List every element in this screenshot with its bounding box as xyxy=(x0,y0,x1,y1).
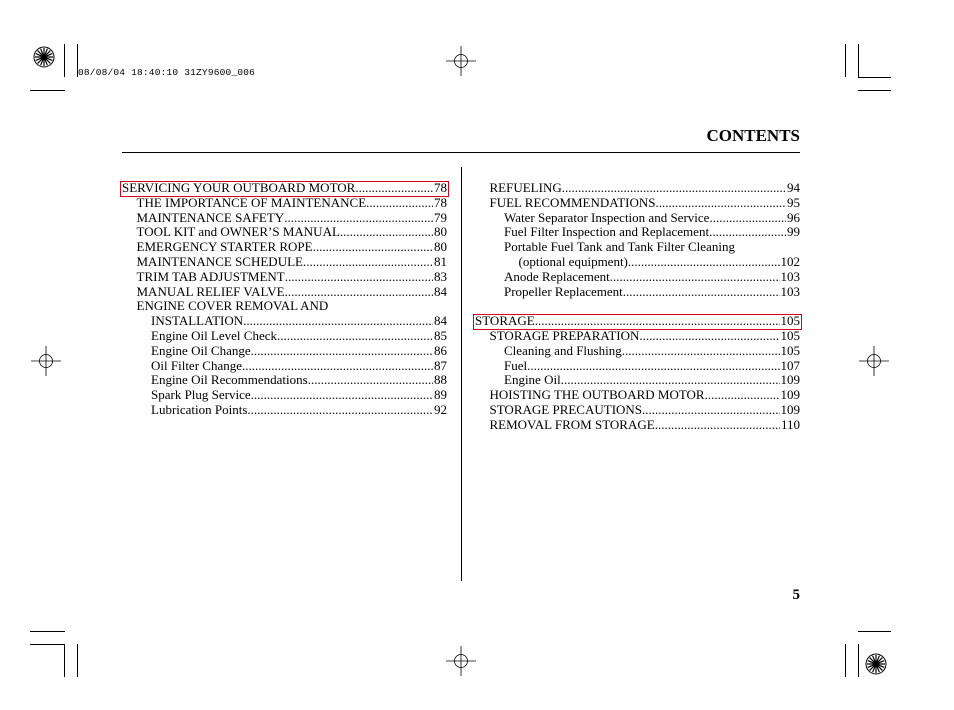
toc-entry-page xyxy=(446,299,447,314)
toc-leader-dots xyxy=(709,225,786,240)
registration-starburst-icon xyxy=(865,653,887,675)
toc-entry-page: 89 xyxy=(434,387,447,403)
toc-leader-dots xyxy=(284,211,433,226)
toc-entry-label: HOISTING THE OUTBOARD MOTOR xyxy=(489,387,705,403)
toc-entry-page: 109 xyxy=(780,372,800,388)
toc-entry[interactable] xyxy=(504,373,800,388)
toc-entry-page: 78 xyxy=(434,194,447,210)
toc-entry-page: 99 xyxy=(787,224,800,240)
toc-entry-label: THE IMPORTANCE OF MAINTENANCE xyxy=(136,194,367,210)
toc-leader-dots xyxy=(623,285,780,300)
toc-entry-page: 103 xyxy=(780,283,800,299)
toc-leader-dots xyxy=(313,240,433,255)
toc-entry[interactable] xyxy=(137,255,448,270)
toc-entry-page: 107 xyxy=(780,357,800,373)
toc-entry-label: Portable Fuel Tank and Tank Filter Cleaning xyxy=(504,239,735,255)
toc-entry-page: 87 xyxy=(434,357,447,373)
toc-entry[interactable] xyxy=(504,211,800,226)
toc-entry-page: 105 xyxy=(780,328,800,343)
toc-entry-label: Fuel xyxy=(504,357,528,373)
toc-entry-label: REMOVAL FROM STORAGE xyxy=(489,416,655,432)
toc-entry-page: 78 xyxy=(434,180,447,195)
toc-entry-page: 109 xyxy=(780,387,800,403)
toc-entry-label: (optional equipment) xyxy=(518,254,628,269)
title-rule xyxy=(122,152,800,153)
toc-entry-label: Engine Oil xyxy=(504,372,561,388)
toc-leader-dots xyxy=(622,344,780,359)
toc-leader-dots xyxy=(247,403,433,418)
toc-leader-dots xyxy=(366,196,433,211)
toc-leader-dots xyxy=(735,240,799,255)
toc-entry[interactable] xyxy=(137,285,448,300)
registration-crosshair-icon xyxy=(858,345,890,377)
registration-crosshair-icon xyxy=(445,645,477,677)
toc-leader-dots xyxy=(562,181,786,196)
toc-entry[interactable] xyxy=(490,329,801,344)
toc-entry-label: SERVICING YOUR OUTBOARD MOTOR xyxy=(122,180,356,195)
toc-entry-page: 81 xyxy=(434,254,447,269)
toc-leader-dots xyxy=(277,329,433,344)
toc-entry-label: Cleaning and Flushing xyxy=(504,342,622,358)
toc-leader-dots xyxy=(561,373,780,388)
toc-entry[interactable] xyxy=(151,373,447,388)
toc-entry-label: Propeller Replacement xyxy=(504,283,623,299)
toc-leader-dots xyxy=(251,344,433,359)
toc-entry[interactable] xyxy=(490,418,801,433)
print-stamp: 08/08/04 18:40:10 31ZY9600_006 xyxy=(78,67,256,78)
registration-crosshair-icon xyxy=(30,345,62,377)
registration-starburst-icon xyxy=(33,46,55,68)
toc-entry[interactable] xyxy=(151,403,447,418)
toc-entry-label: Engine Oil Level Check xyxy=(151,328,277,343)
toc-entry-label: TRIM TAB ADJUSTMENT xyxy=(136,268,285,284)
toc-entry-label: FUEL RECOMMENDATIONS xyxy=(489,194,656,210)
toc-entry[interactable] xyxy=(151,314,447,329)
toc-entry-label: Oil Filter Change xyxy=(151,357,242,373)
toc-entry[interactable] xyxy=(137,299,448,314)
toc-leader-dots xyxy=(656,196,787,211)
toc-leader-dots xyxy=(642,403,779,418)
toc-entry-page: 85 xyxy=(434,328,447,343)
toc-entry-page: 84 xyxy=(434,283,447,299)
toc-entry[interactable] xyxy=(490,181,801,196)
toc-entry[interactable] xyxy=(151,388,447,403)
toc-leader-dots xyxy=(340,225,433,240)
toc-entry[interactable] xyxy=(504,225,800,240)
toc-leader-dots xyxy=(308,373,433,388)
toc-entry-label: ENGINE COVER REMOVAL AND xyxy=(136,298,329,314)
toc-entry[interactable] xyxy=(137,196,448,211)
toc-entry-page: 95 xyxy=(787,194,800,210)
toc-leader-dots xyxy=(303,255,433,270)
toc-entry-page xyxy=(799,240,800,255)
toc-entry-label: Engine Oil Recommendations xyxy=(151,372,308,388)
page-number: 5 xyxy=(792,587,800,603)
toc-entry-label: MAINTENANCE SAFETY xyxy=(136,209,285,225)
toc-entry-page: 86 xyxy=(434,342,447,358)
toc-entry[interactable] xyxy=(504,270,800,285)
toc-entry-page: 105 xyxy=(780,342,800,358)
toc-entry-page: 88 xyxy=(434,372,447,388)
toc-entry[interactable] xyxy=(137,240,448,255)
toc-entry-label: Spark Plug Service xyxy=(151,387,251,403)
toc-leader-dots xyxy=(628,255,780,270)
toc-entry-page: 103 xyxy=(780,268,800,284)
toc-leader-dots xyxy=(655,418,780,433)
toc-entry-page: 80 xyxy=(434,239,447,255)
toc-entry-page: 109 xyxy=(780,402,800,417)
registration-crosshair-icon xyxy=(445,45,477,77)
toc-entry[interactable] xyxy=(504,240,800,255)
toc-entry-page: 84 xyxy=(434,313,447,329)
toc-entry-page: 105 xyxy=(780,313,800,329)
toc-entry-label: STORAGE PRECAUTIONS xyxy=(489,402,643,417)
toc-entry-page: 83 xyxy=(434,268,447,284)
toc-entry[interactable] xyxy=(519,255,801,270)
column-divider xyxy=(461,167,462,581)
toc-entry[interactable] xyxy=(504,344,800,359)
toc-entry-page: 94 xyxy=(787,180,800,195)
toc-leader-dots xyxy=(251,388,433,403)
toc-entry[interactable] xyxy=(137,211,448,226)
toc-entry-label: Engine Oil Change xyxy=(151,342,251,358)
toc-leader-dots xyxy=(328,299,446,314)
toc-entry-page: 92 xyxy=(434,402,447,417)
toc-entry-label: MANUAL RELIEF VALVE xyxy=(136,283,285,299)
toc-entry-label: MAINTENANCE SCHEDULE xyxy=(136,254,303,269)
toc-leader-dots xyxy=(527,359,779,374)
toc-entry[interactable] xyxy=(490,196,801,211)
toc-entry-page: 96 xyxy=(787,209,800,225)
toc-leader-dots xyxy=(243,314,433,329)
toc-entry-label: REFUELING xyxy=(489,180,562,195)
toc-leader-dots xyxy=(285,285,433,300)
toc-entry-page: 80 xyxy=(434,224,447,240)
toc-entry-page: 110 xyxy=(780,416,800,432)
toc-entry[interactable] xyxy=(490,388,801,403)
page-title: CONTENTS xyxy=(706,126,800,145)
toc-entry-label: Lubrication Points xyxy=(151,402,248,417)
toc-entry[interactable] xyxy=(151,359,447,374)
toc-entry-label: TOOL KIT and OWNER’S MANUAL xyxy=(136,224,340,240)
toc-entry-label: INSTALLATION xyxy=(151,313,244,329)
toc-leader-dots xyxy=(639,329,779,344)
toc-leader-dots xyxy=(705,388,780,403)
toc-entry[interactable] xyxy=(137,270,448,285)
toc-leader-dots xyxy=(709,211,786,226)
toc-entry-page: 102 xyxy=(780,254,800,269)
toc-entry[interactable] xyxy=(151,329,447,344)
toc-entry-label: STORAGE PREPARATION xyxy=(489,328,640,343)
toc-entry[interactable] xyxy=(504,359,800,374)
toc-leader-dots xyxy=(610,270,780,285)
toc-entry[interactable] xyxy=(504,285,800,300)
toc-entry[interactable] xyxy=(490,403,801,418)
toc-entry-label: Water Separator Inspection and Service xyxy=(504,209,710,225)
toc-entry[interactable] xyxy=(137,225,448,240)
toc-entry-label: Fuel Filter Inspection and Replacement xyxy=(504,224,710,240)
toc-entry-label: EMERGENCY STARTER ROPE xyxy=(136,239,313,255)
toc-leader-dots xyxy=(285,270,433,285)
toc-entry-page: 79 xyxy=(434,209,447,225)
toc-entry[interactable] xyxy=(151,344,447,359)
toc-entry-label: STORAGE xyxy=(475,313,535,329)
toc-entry-label: Anode Replacement xyxy=(504,268,610,284)
toc-leader-dots xyxy=(242,359,433,374)
